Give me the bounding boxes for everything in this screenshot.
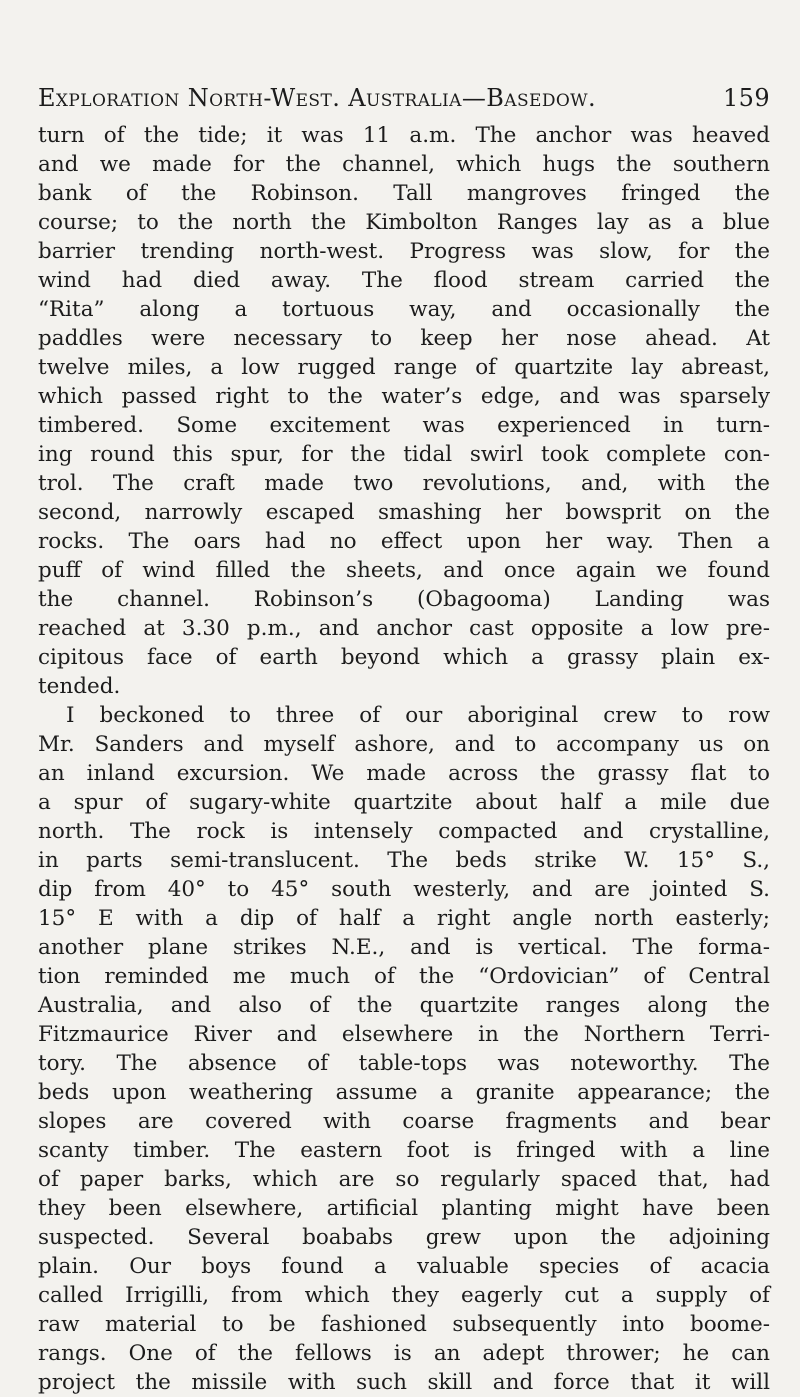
text-line: tory. The absence of table-tops was noteworthy. The: [38, 1051, 770, 1076]
text-line: cipitous face of earth beyond which a grassy plain ex-: [38, 645, 770, 670]
text-line: of paper barks, which are so regularly spaced that, had: [38, 1167, 770, 1192]
text-line: the channel. Robinson’s (Obagooma) Landing was: [38, 587, 770, 612]
text-line: course; to the north the Kimbolton Ranges lay as a blue: [38, 210, 770, 235]
text-line: beds upon weathering assume a granite appearance; the: [38, 1080, 770, 1105]
text-line: wind had died away. The flood stream carried the: [38, 268, 770, 293]
text-line: dip from 40° to 45° south westerly, and are jointed S.: [38, 877, 770, 902]
text-line: Australia, and also of the quartzite ranges along the: [38, 993, 770, 1018]
running-title: Exploration North-West. Australia—Basedow.: [38, 84, 597, 112]
text-line: ing round this spur, for the tidal swirl took complete con-: [38, 442, 770, 467]
text-line: rocks. The oars had no effect upon her way. Then a: [38, 529, 770, 554]
text-line: trol. The craft made two revolutions, and, with the: [38, 471, 770, 496]
text-line: timbered. Some excitement was experienced in turn-: [38, 413, 770, 438]
page-number: 159: [722, 84, 770, 112]
running-header: [38, 78, 770, 118]
text-line: twelve miles, a low rugged range of quartzite lay abreast,: [38, 355, 770, 380]
text-line: suspected. Several boababs grew upon the adjoining: [38, 1225, 770, 1250]
text-line: called Irrigilli, from which they eagerly cut a supply of: [38, 1283, 770, 1308]
text-line: “Rita” along a tortuous way, and occasionally the: [38, 297, 770, 322]
text-line: tion reminded me much of the “Ordovician” of Central: [38, 964, 770, 989]
text-line: puff of wind filled the sheets, and once again we found: [38, 558, 770, 583]
text-line: barrier trending north-west. Progress was slow, for the: [38, 239, 770, 264]
text-line: paddles were necessary to keep her nose ahead. At: [38, 326, 770, 351]
text-line: which passed right to the water’s edge, and was sparsely: [38, 384, 770, 409]
text-line: in parts semi-translucent. The beds strike W. 15° S.,: [38, 848, 770, 873]
text-line: an inland excursion. We made across the grassy flat to: [38, 761, 770, 786]
text-line: reached at 3.30 p.m., and anchor cast opposite a low pre-: [38, 616, 770, 641]
text-line: slopes are covered with coarse fragments and bear: [38, 1109, 770, 1134]
text-line: project the missile with such skill and force that it will: [38, 1370, 770, 1395]
text-line: another plane strikes N.E., and is vertical. The forma-: [38, 935, 770, 960]
text-line: Fitzmaurice River and elsewhere in the Northern Terri-: [38, 1022, 770, 1047]
paragraph-1: [38, 121, 770, 701]
text-line: north. The rock is intensely compacted and crystalline,: [38, 819, 770, 844]
text-line: plain. Our boys found a valuable species of acacia: [38, 1254, 770, 1279]
text-line: and we made for the channel, which hugs the southern: [38, 152, 770, 177]
text-line: turn of the tide; it was 11 a.m. The anchor was heaved: [38, 123, 770, 148]
text-line: rangs. One of the fellows is an adept thrower; he can: [38, 1341, 770, 1366]
text-line: raw material to be fashioned subsequently into boome-: [38, 1312, 770, 1337]
text-line: I beckoned to three of our aboriginal crew to row: [66, 703, 770, 728]
text-line: 15° E with a dip of half a right angle north easterly;: [38, 906, 770, 931]
text-line: bank of the Robinson. Tall mangroves fringed the: [38, 181, 770, 206]
paragraph-2: [38, 701, 770, 1397]
body-text: [38, 121, 770, 1397]
text-line: tended.: [38, 674, 121, 699]
text-line: second, narrowly escaped smashing her bowsprit on the: [38, 500, 770, 525]
text-line: Mr. Sanders and myself ashore, and to accompany us on: [38, 732, 770, 757]
text-line: scanty timber. The eastern foot is fringed with a line: [38, 1138, 770, 1163]
text-line: they been elsewhere, artificial planting might have been: [38, 1196, 770, 1221]
text-line: a spur of sugary-white quartzite about half a mile due: [38, 790, 770, 815]
